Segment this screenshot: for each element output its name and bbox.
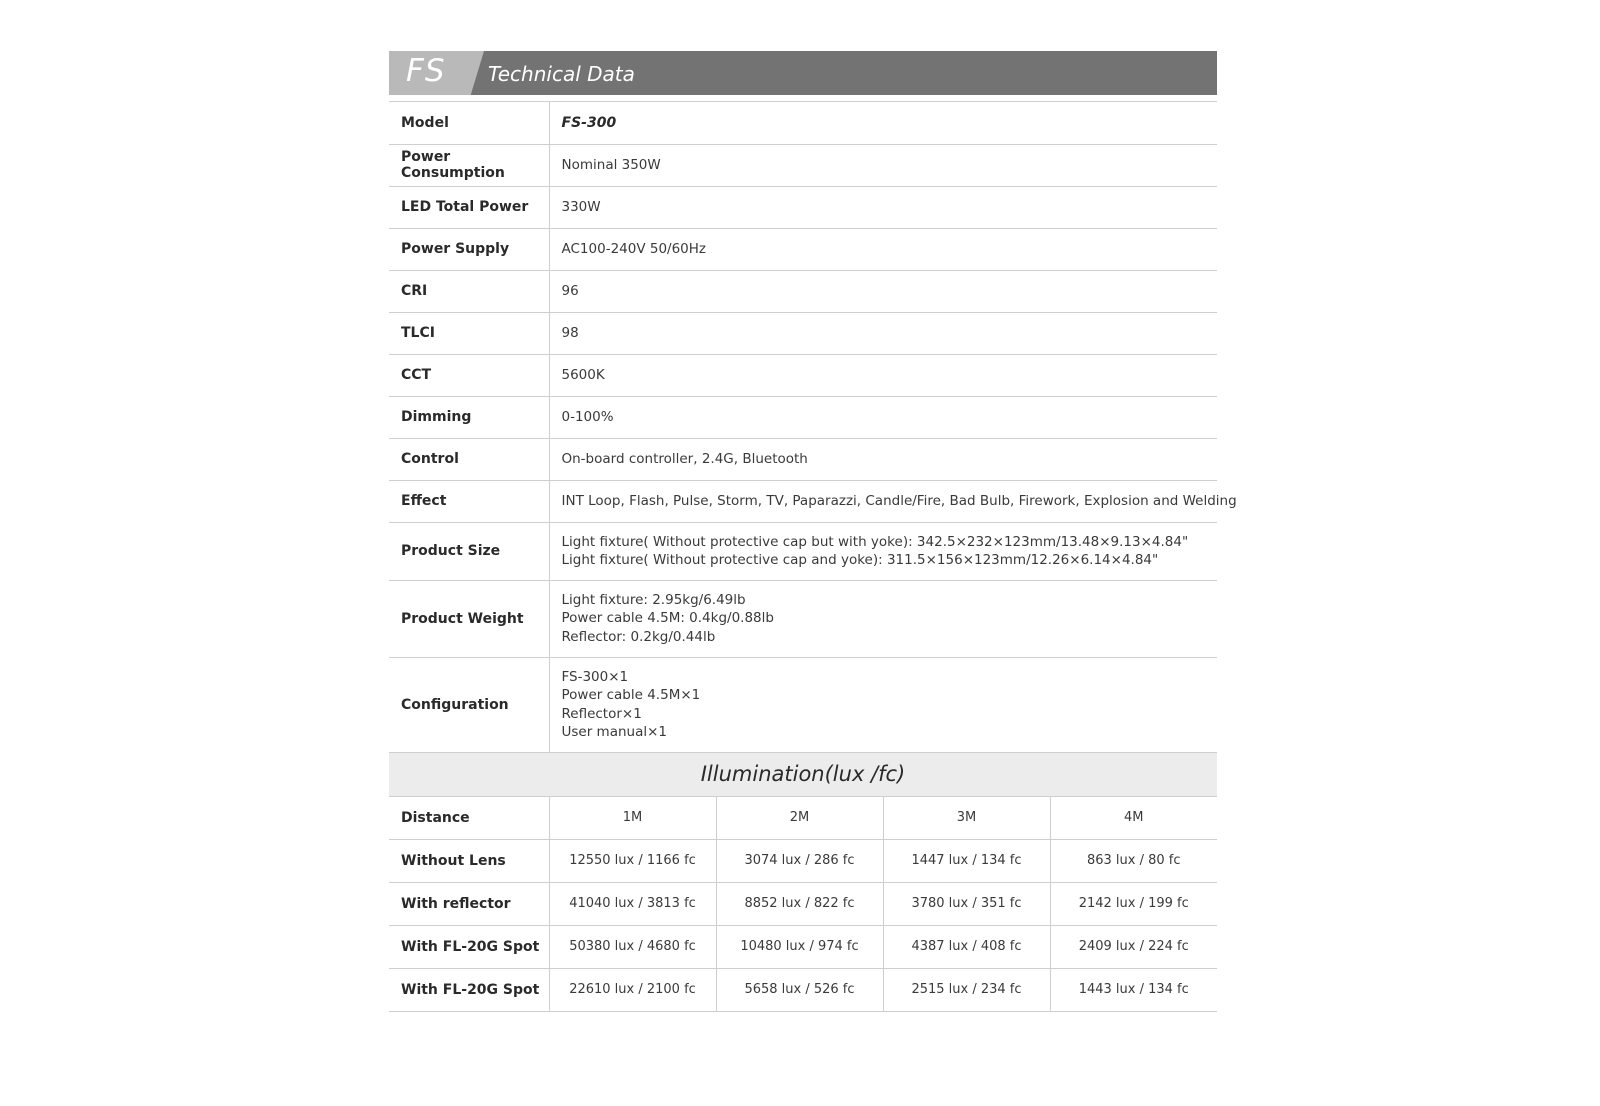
model-code: FS <box>406 53 446 89</box>
illumination-value: 5658 lux / 526 fc <box>716 968 883 1011</box>
spec-value-line: Light fixture( Without protective cap but with yoke): 342.5×232×123mm/13.48×9.13×4.84" <box>561 533 1189 550</box>
spec-label: CRI <box>389 270 549 312</box>
spec-value <box>549 144 1217 186</box>
spec-value-line: INT Loop, Flash, Pulse, Storm, TV, Paparazzi, Candle/Fire, Bad Bulb, Firework, Explosion and Welding <box>561 492 1237 509</box>
spec-label: Power Supply <box>389 228 549 270</box>
header-divider <box>389 95 1217 102</box>
spec-value <box>549 480 1237 522</box>
distance-column-header: 1M <box>549 797 716 840</box>
spec-value-line: Light fixture: 2.95kg/6.49lb <box>561 591 746 608</box>
spec-value <box>549 228 1217 270</box>
spec-value-line: FS-300 <box>561 114 617 131</box>
spec-label: Product Size <box>389 522 549 580</box>
spec-value-line: 96 <box>561 282 579 299</box>
spec-label: Configuration <box>389 657 549 752</box>
spec-row <box>389 186 1217 228</box>
spec-value-line: Reflector×1 <box>561 705 642 722</box>
spec-value-line: 98 <box>561 324 579 341</box>
spec-label: Power Consumption <box>389 144 549 186</box>
illumination-value: 8852 lux / 822 fc <box>716 882 883 925</box>
spec-row <box>389 354 1217 396</box>
illumination-value: 10480 lux / 974 fc <box>716 925 883 968</box>
spec-value <box>549 102 1217 144</box>
spec-value <box>549 580 1217 657</box>
illumination-row <box>389 839 1217 882</box>
spec-value <box>549 396 1217 438</box>
spec-value-line: On-board controller, 2.4G, Bluetooth <box>561 450 808 467</box>
spec-row <box>389 144 1217 186</box>
spec-value-line: Light fixture( Without protective cap and yoke): 311.5×156×123mm/12.26×6.14×4.84" <box>561 552 1159 568</box>
spec-label: Control <box>389 438 549 480</box>
spec-value-line: AC100-240V 50/60Hz <box>561 240 706 257</box>
spec-label: LED Total Power <box>389 186 549 228</box>
spec-value <box>549 438 1217 480</box>
spec-row <box>389 102 1217 144</box>
spec-label: Effect <box>389 480 549 522</box>
spec-value <box>549 186 1217 228</box>
illumination-header-row <box>389 797 1217 840</box>
spec-value-line: Power cable 4.5M: 0.4kg/0.88lb <box>561 610 774 627</box>
illumination-row-label: With FL-20G Spot <box>389 968 549 1011</box>
illumination-value: 1447 lux / 134 fc <box>883 839 1050 882</box>
spec-row <box>389 480 1217 522</box>
spec-value-line: Reflector: 0.2kg/0.44lb <box>561 628 716 645</box>
illumination-row <box>389 925 1217 968</box>
distance-header: Distance <box>389 797 549 840</box>
illumination-table <box>389 797 1217 1012</box>
spec-label: Dimming <box>389 396 549 438</box>
illumination-value: 2142 lux / 199 fc <box>1050 882 1217 925</box>
illumination-row <box>389 968 1217 1011</box>
spec-value-line: 5600K <box>561 366 605 383</box>
spec-value <box>549 270 1217 312</box>
illumination-value: 41040 lux / 3813 fc <box>549 882 716 925</box>
illumination-value: 50380 lux / 4680 fc <box>549 925 716 968</box>
spec-value-line: Nominal 350W <box>561 156 661 173</box>
illumination-value: 863 lux / 80 fc <box>1050 839 1217 882</box>
spec-value-line: User manual×1 <box>561 724 668 740</box>
spec-value-line: FS-300×1 <box>561 668 629 685</box>
distance-column-header: 3M <box>883 797 1050 840</box>
illumination-value: 2515 lux / 234 fc <box>883 968 1050 1011</box>
distance-column-header: 4M <box>1050 797 1217 840</box>
spec-row <box>389 522 1217 580</box>
spec-row <box>389 438 1217 480</box>
illumination-value: 3074 lux / 286 fc <box>716 839 883 882</box>
spec-label: Product Weight <box>389 580 549 657</box>
illumination-row-label: Without Lens <box>389 839 549 882</box>
spec-row <box>389 270 1217 312</box>
spec-row <box>389 657 1217 752</box>
illumination-value: 22610 lux / 2100 fc <box>549 968 716 1011</box>
spec-table <box>389 102 1237 753</box>
illumination-value: 12550 lux / 1166 fc <box>549 839 716 882</box>
illumination-row-label: With reflector <box>389 882 549 925</box>
illumination-value: 4387 lux / 408 fc <box>883 925 1050 968</box>
illumination-row <box>389 882 1217 925</box>
section-title: Technical Data <box>488 62 635 86</box>
spec-row <box>389 580 1217 657</box>
illumination-value: 3780 lux / 351 fc <box>883 882 1050 925</box>
illumination-row-label: With FL-20G Spot <box>389 925 549 968</box>
spec-value <box>549 657 1217 752</box>
spec-row <box>389 396 1217 438</box>
spec-value-line: Power cable 4.5M×1 <box>561 687 701 703</box>
spec-value <box>549 312 1217 354</box>
spec-label: TLCI <box>389 312 549 354</box>
illumination-value: 1443 lux / 134 fc <box>1050 968 1217 1011</box>
illumination-value: 2409 lux / 224 fc <box>1050 925 1217 968</box>
spec-value-line: 330W <box>561 198 601 215</box>
spec-value <box>549 522 1217 580</box>
spec-value <box>549 354 1217 396</box>
illumination-title: Illumination(lux /fc) <box>389 753 1217 797</box>
spec-label: Model <box>389 102 549 144</box>
spec-row <box>389 312 1217 354</box>
spec-row <box>389 228 1217 270</box>
technical-data-sheet <box>389 51 1237 1012</box>
distance-column-header: 2M <box>716 797 883 840</box>
spec-label: CCT <box>389 354 549 396</box>
spec-value-line: 0-100% <box>561 408 614 425</box>
section-header <box>389 51 1217 95</box>
